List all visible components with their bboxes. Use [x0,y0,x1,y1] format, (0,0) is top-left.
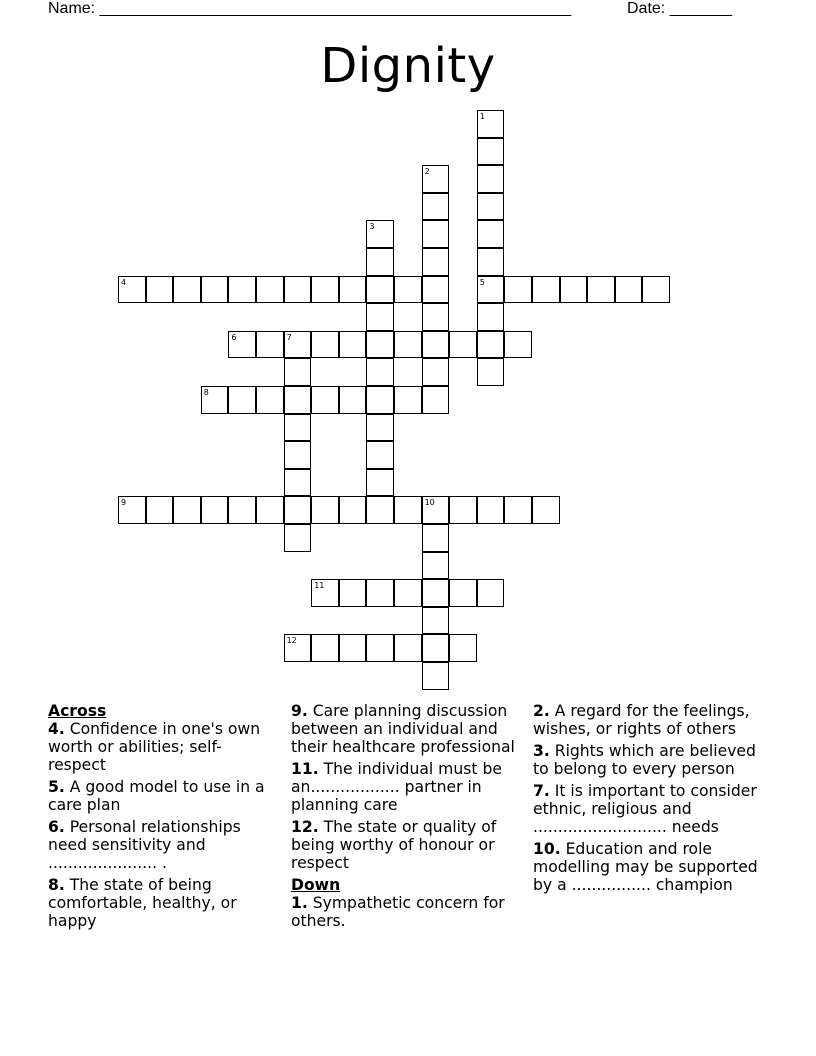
grid-cell[interactable] [422,248,450,276]
clue-text: A regard for the feelings, wishes, or rights of others [533,702,750,738]
grid-cell[interactable] [422,220,450,248]
grid-cell[interactable] [394,276,422,304]
grid-cell[interactable] [284,634,312,662]
clues-column-1 [48,702,270,934]
grid-cell[interactable] [284,276,312,304]
grid-cell[interactable] [366,441,394,469]
grid-cell[interactable] [284,358,312,386]
grid-cell[interactable] [477,138,505,166]
grid-cell[interactable] [394,496,422,524]
grid-cell[interactable] [422,165,450,193]
grid-cell[interactable] [366,303,394,331]
grid-cell[interactable] [422,276,450,304]
grid-cell[interactable] [449,496,477,524]
clue-number: 4. [48,720,65,738]
grid-cell[interactable] [477,496,505,524]
grid-cell[interactable] [642,276,670,304]
grid-cell[interactable] [422,662,450,690]
grid-cell[interactable] [146,276,174,304]
grid-cell[interactable] [366,414,394,442]
grid-cell[interactable] [201,386,229,414]
clue-text: The individual must be an.................. partner in planning care [291,760,502,814]
grid-cell[interactable] [366,276,394,304]
grid-cell[interactable] [311,331,339,359]
clue-number: 11. [291,760,319,778]
clue-text: Personal relationships need sensitivity and ...................... . [48,818,241,872]
clue-number: 6. [48,818,65,836]
date-field-line: Date: _______ [627,0,732,17]
grid-cell[interactable] [339,386,367,414]
grid-cell[interactable] [366,386,394,414]
grid-cell-number: 1 [479,112,485,121]
clue-text: Rights which are believed to belong to every person [533,742,756,778]
grid-cell-number: 3 [369,222,375,232]
grid-cell[interactable] [118,276,146,304]
clue-down-3 [533,742,771,778]
grid-cell[interactable] [422,331,450,359]
grid-cell[interactable] [477,193,505,221]
grid-cell[interactable] [615,276,643,304]
grid-cell[interactable] [339,579,367,607]
grid-cell[interactable] [366,469,394,497]
clue-number: 2. [533,702,550,720]
grid-cell[interactable] [284,469,312,497]
grid-cell[interactable] [477,220,505,248]
clue-text: The state of being comfortable, healthy, or happy [48,876,237,930]
down-heading: Down [291,876,341,894]
clue-across-6 [48,818,270,872]
grid-cell[interactable] [256,276,284,304]
clue-text: Sympathetic concern for others. [291,894,505,930]
clue-down-2 [533,702,771,738]
grid-cell[interactable] [366,358,394,386]
grid-cell[interactable] [449,579,477,607]
clue-across-12 [291,818,521,872]
grid-cell-number: 11 [314,581,325,591]
grid-cell-number: 5 [479,277,485,287]
clue-number: 9. [291,702,308,720]
grid-cell[interactable] [477,276,505,304]
grid-cell[interactable] [284,386,312,414]
grid-cell[interactable] [228,496,256,524]
grid-cell[interactable] [366,248,394,276]
grid-cell[interactable] [366,634,394,662]
grid-cell[interactable] [477,331,505,359]
clue-number: 3. [533,742,550,760]
clue-text: Education and role modelling may be supported by a ................ champion [533,840,758,894]
grid-cell[interactable] [477,165,505,193]
grid-cell[interactable] [366,496,394,524]
grid-cell[interactable] [284,414,312,442]
grid-cell[interactable] [339,276,367,304]
grid-cell[interactable] [311,386,339,414]
grid-cell[interactable] [422,193,450,221]
grid-cell[interactable] [201,496,229,524]
grid-cell[interactable] [256,496,284,524]
clue-text: It is important to consider ethnic, religious and ........................... needs [533,782,757,836]
clue-down-7 [533,782,771,836]
grid-cell[interactable] [256,386,284,414]
grid-cell[interactable] [449,634,477,662]
grid-cell[interactable] [173,276,201,304]
grid-cell[interactable] [339,634,367,662]
grid-cell[interactable] [311,496,339,524]
grid-cell[interactable] [422,358,450,386]
grid-cell-number: 6 [231,332,237,342]
clue-number: 1. [291,894,308,912]
grid-cell[interactable] [339,331,367,359]
clue-number: 10. [533,840,561,858]
grid-cell-number: 9 [121,498,127,508]
grid-cell[interactable] [504,331,532,359]
grid-cell[interactable] [477,303,505,331]
grid-cell[interactable] [532,276,560,304]
grid-cell[interactable] [422,552,450,580]
grid-cell-number: 12 [286,636,297,646]
clues-column-2 [291,702,521,934]
clue-across-4 [48,720,270,774]
grid-cell[interactable] [422,524,450,552]
grid-cell[interactable] [422,386,450,414]
grid-cell[interactable] [422,496,450,524]
grid-cell[interactable] [228,386,256,414]
clue-text: Care planning discussion between an individual and their healthcare professional [291,702,515,756]
grid-cell[interactable] [477,110,505,138]
grid-cell[interactable] [504,496,532,524]
grid-cell[interactable] [394,386,422,414]
clue-number: 12. [291,818,319,836]
grid-cell[interactable] [339,496,367,524]
grid-cell[interactable] [394,579,422,607]
grid-cell-number: 10 [424,498,435,508]
grid-cell[interactable] [366,579,394,607]
clue-text: A good model to use in a care plan [48,778,265,814]
grid-cell[interactable] [422,579,450,607]
grid-cell[interactable] [284,496,312,524]
clue-text: Confidence in one's own worth or abilities; self-respect [48,720,261,774]
grid-cell[interactable] [284,524,312,552]
clue-across-5 [48,778,270,814]
grid-cell-number: 2 [424,167,430,177]
grid-cell[interactable] [256,331,284,359]
clue-down-10 [533,840,771,894]
clue-number: 5. [48,778,65,796]
grid-cell[interactable] [366,331,394,359]
grid-cell[interactable] [228,331,256,359]
clue-across-11 [291,760,521,814]
grid-cell[interactable] [477,248,505,276]
clue-text: The state or quality of being worthy of honour or respect [291,818,497,872]
grid-cell[interactable] [118,496,146,524]
grid-cell[interactable] [284,441,312,469]
grid-cell-number: 4 [121,277,127,287]
grid-cell[interactable] [504,276,532,304]
clue-across-8 [48,876,270,930]
grid-cell[interactable] [228,276,256,304]
grid-cell[interactable] [201,276,229,304]
grid-cell[interactable] [394,634,422,662]
clue-across-9 [291,702,521,756]
across-heading: Across [48,702,107,720]
grid-cell[interactable] [560,276,588,304]
clue-down-1 [291,894,521,930]
grid-cell[interactable] [477,358,505,386]
grid-cell[interactable] [366,220,394,248]
clue-number: 8. [48,876,65,894]
grid-cell[interactable] [394,331,422,359]
grid-cell[interactable] [422,634,450,662]
grid-cell[interactable] [146,496,174,524]
grid-cell[interactable] [173,496,201,524]
grid-cell[interactable] [311,579,339,607]
grid-cell[interactable] [311,276,339,304]
grid-cell[interactable] [532,496,560,524]
grid-cell[interactable] [477,579,505,607]
grid-cell[interactable] [422,303,450,331]
grid-cell[interactable] [587,276,615,304]
page-title: Dignity [320,38,496,94]
grid-cell[interactable] [311,634,339,662]
clue-number: 7. [533,782,550,800]
name-field-line: Name: _____________________________________________________ [48,0,572,17]
grid-cell-number: 8 [203,388,209,397]
grid-cell-number: 7 [286,332,292,342]
clues-column-3 [533,702,771,898]
grid-cell[interactable] [422,607,450,635]
grid-cell[interactable] [449,331,477,359]
grid-cell[interactable] [284,331,312,359]
